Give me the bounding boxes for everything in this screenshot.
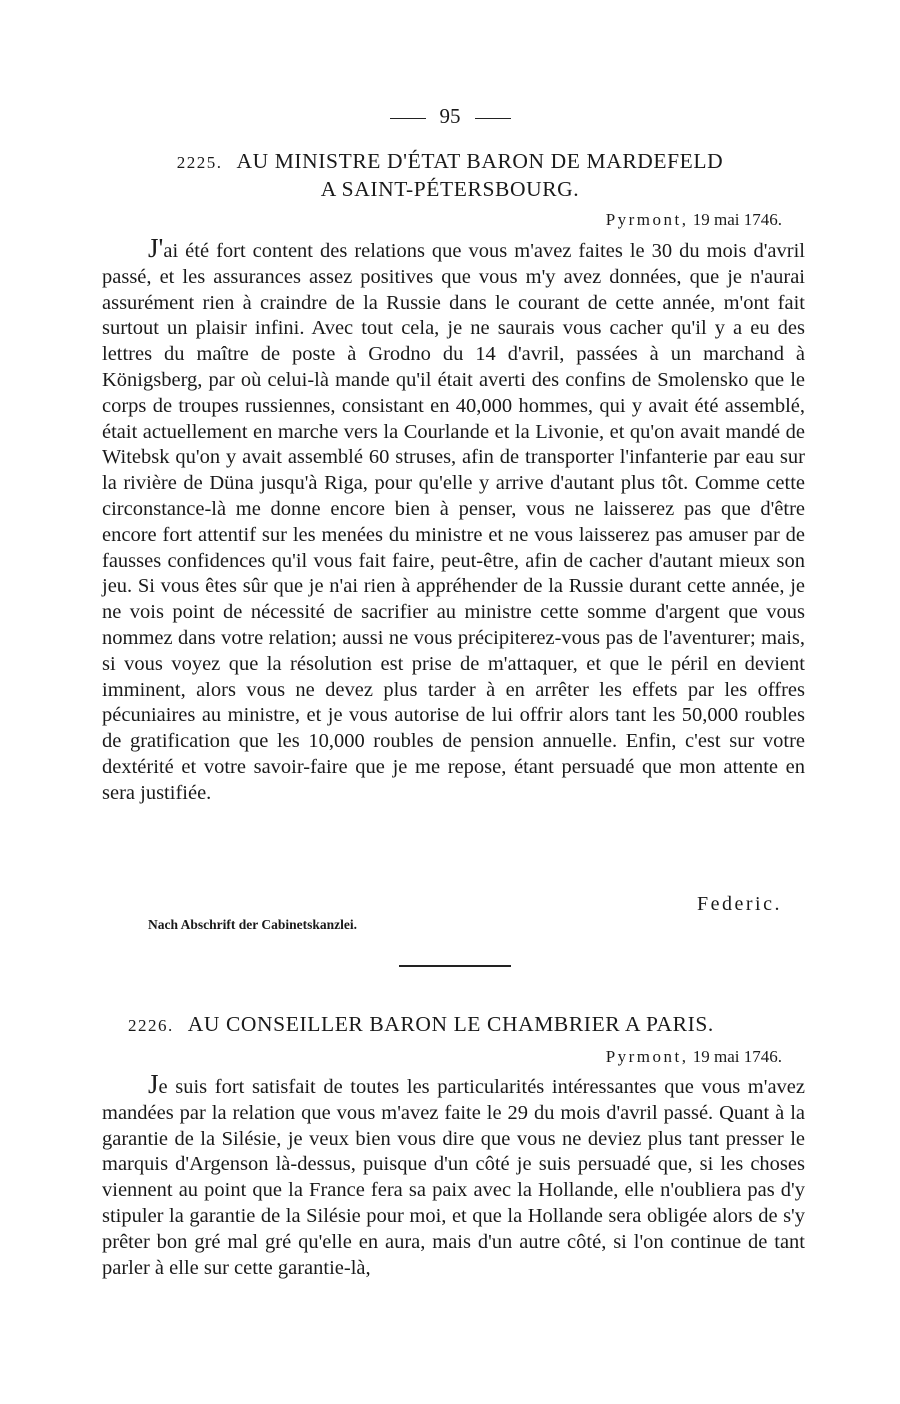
folio-dash-left bbox=[390, 118, 426, 119]
letter-2225-title-text: AU MINISTRE D'ÉTAT BARON DE MARDEFELD bbox=[236, 149, 724, 173]
letter-2226-paragraph: Je suis fort satisfait de toutes les particularités intéressantes que vous m'avez mandées par la relation que vous m'avez faite le 29 du mois d'avril passé. Quant à la garantie de la Silésie, je veux bien vous dire que vous ne deviez plus tant presser le marquis d'Argenson là-dessus, puisque d'un côté je suis persuadé que, si les choses viennent au point que la France fera sa paix avec la Hollande, elle n'oubliera pas d'y stipuler la garantie de la Silésie pour moi, et que la Hollande sera obligée alors de s'y prêter bon gré mal gré qu'elle en aura, mais d'un autre côté, si l'on continue de tant parler à elle sur cette garantie-là, bbox=[102, 1069, 805, 1279]
page-number bbox=[0, 104, 900, 128]
letter-2226-number: 2226. bbox=[128, 1016, 174, 1035]
letter-2225-title-line2: A SAINT-PÉTERSBOURG. bbox=[320, 177, 580, 201]
letter-2225-title-line1 bbox=[100, 148, 800, 176]
section-divider bbox=[399, 965, 511, 967]
letter-2225-body bbox=[102, 233, 805, 807]
letter-2225-paragraph: J'ai été fort content des relations que vous m'avez faites le 30 du mois d'avril passé, et les assurances assez positives que vous m'y avez données, que je n'aurai assurément rien à craindre de la Russie dans le courant de cette année, m'ont fait surtout un plaisir infini. Avec tout cela, je ne saurais vous cacher qu'il y a eu des lettres du maître de poste à Grodno du 14 d'avril, passées à un marchand à Königsberg, par où celui-là mande qu'il était averti des confins de Smolensko que le corps de troupes russiennes, consistant en 40,000 hommes, qui y avait été assemblé, était actuellement en marche vers la Courlande et la Livonie, et qu'on avait mandé de Witebsk qu'on y avait assemblé 60 struses, afin de transporter l'infanterie par eau sur la rivière de Düna jusqu'à Riga, pour qu'elle y arrive d'autant plus tôt. Comme cette circonstance-là me donne encore bien à penser, vous ne laisserez pas que d'être encore fort attentif sur les menées du ministre et ne vous laisserez pas amuser par de fausses confidences qu'il vous fait faire, peut-être, afin de cacher d'autant mieux son jeu. Si vous êtes sûr que je n'ai rien à appréhender de la Russie durant cette année, je ne vois point de nécessité de sacrifier au ministre cette somme d'argent que vous nommez dans votre relation; aussi ne vous précipiterez-vous pas de l'aventurer; mais, si vous voyez que la résolution est prise de m'attaquer, et que le péril en devient imminent, alors vous ne devez plus tarder à en arrêter les effets par les offres pécuniaires au ministre, et je vous autorise de lui offrir alors tant les 50,000 roubles de gratification que les 10,000 roubles de pension annuelle. Enfin, c'est sur votre dextérité et votre savoir-faire que je me repose, étant persuadé que mon attente en sera justifiée. bbox=[102, 233, 805, 804]
letter-2226-dateline bbox=[606, 1047, 782, 1067]
letter-2225-heading bbox=[100, 148, 800, 202]
letter-2226-title-text: AU CONSEILLER BARON LE CHAMBRIER A PARIS. bbox=[187, 1012, 714, 1036]
folio-dash-right bbox=[475, 118, 511, 119]
page-number-text: 95 bbox=[439, 104, 461, 128]
letter-2226-body bbox=[102, 1069, 805, 1281]
letter-2225-source-note: Nach Abschrift der Cabinetskanzlei. bbox=[148, 917, 358, 932]
letter-2225-number: 2225. bbox=[176, 153, 223, 172]
letter-2225-dateline bbox=[606, 210, 782, 230]
letter-2226-date: 19 mai 1746. bbox=[692, 1047, 782, 1066]
letter-2226-place: Pyrmont, bbox=[605, 1047, 689, 1066]
letter-2225-signature: Federic. bbox=[697, 893, 782, 915]
letter-2226-heading bbox=[128, 1011, 828, 1039]
letter-2225-date: 19 mai 1746. bbox=[692, 210, 782, 229]
letter-2225-place: Pyrmont, bbox=[605, 210, 689, 229]
